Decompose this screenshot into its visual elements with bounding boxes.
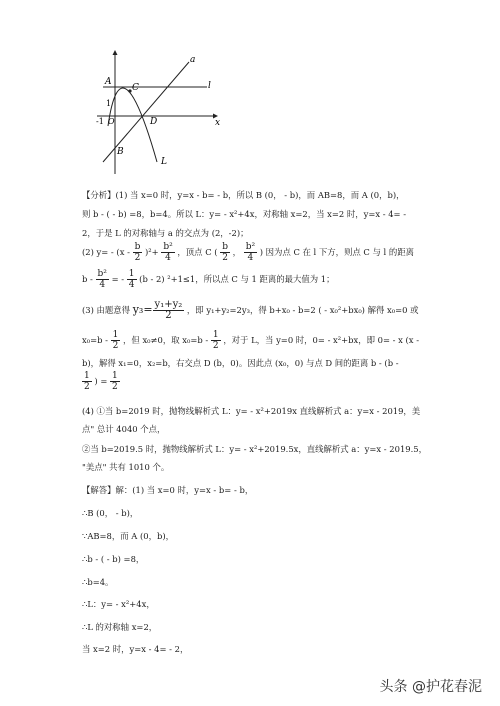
denominator: 2 (212, 341, 219, 351)
numerator: b (134, 242, 141, 252)
analysis-line-3: 2，于是 L 的对称轴与 a 的交点为 (2，-2)； (82, 228, 249, 238)
label-neg-one: -1 (96, 117, 104, 126)
text-segment: = - (111, 274, 125, 284)
watermark: 头条 @护花春泥 (379, 679, 482, 695)
text-segment: ，即 y₁+y₂=2y₃，得 b+x₀ - b=2 ( - x₀²+bx₀) 解得 x₀=0 或 (186, 305, 419, 315)
numerator: 1 (212, 330, 219, 340)
text-segment: ，顶点 C ( (177, 247, 218, 257)
label-C: C (132, 83, 139, 93)
analysis-line-2: 则 b - ( - b) =8，b=4。所以 L：y= - x²+4x，对称轴 x=2，当 x=2 时，y=x - 4= - (82, 209, 407, 219)
label-l: l (208, 81, 211, 91)
fraction (161, 242, 174, 263)
text-segment: (2) y= - (x - (82, 247, 130, 257)
solution-line-3: ∵AB=8，而 A (0，b)， (82, 531, 174, 541)
text-segment: x₀=b - (82, 335, 108, 345)
numerator: 1 (112, 330, 119, 340)
text-segment: ， (232, 247, 242, 257)
solution-line-4: ∴b - ( - b) =8， (82, 554, 145, 564)
line-a (103, 62, 189, 162)
analysis-line-13: "美点" 共有 1010 个。 (82, 462, 170, 472)
denominator: 4 (128, 280, 135, 290)
fraction (82, 371, 92, 392)
analysis-line-4 (82, 240, 414, 264)
numerator: 1 (112, 371, 118, 381)
label-O: O (108, 117, 115, 126)
denominator: 2 (165, 310, 172, 321)
solution-line-8: 当 x=2 时，y=x - 4= - 2， (82, 644, 189, 654)
solution-line-6: ∴L：y= - x²+4x， (82, 599, 155, 609)
text-segment: (3) 由题意得 (82, 305, 131, 315)
label-L: L (161, 157, 167, 167)
denominator: 4 (165, 253, 171, 263)
fraction (127, 269, 137, 290)
fraction (111, 330, 121, 351)
denominator: 4 (247, 253, 254, 263)
label-x: x (215, 118, 221, 128)
denominator: 2 (134, 253, 141, 263)
numerator: y₁+y₂ (154, 299, 183, 310)
fraction (133, 242, 143, 263)
fraction (153, 300, 185, 321)
numerator: 1 (84, 371, 90, 381)
analysis-line-10: (4) ①当 b=2019 时，抛物线解析式 L：y= - x²+2019x 直线解析式 a：y=x - 2019，美 (82, 406, 421, 416)
denominator: 2 (112, 382, 118, 392)
numerator: b (222, 242, 228, 252)
text-segment: y₃= (132, 303, 153, 316)
label-A: A (105, 77, 112, 87)
solution-line-7: ∴L 的对称轴 x=2， (82, 622, 158, 632)
text-segment: ) 因为点 C 在 l 下方，则点 C 与 l 的距离 (259, 247, 415, 257)
fraction (96, 269, 109, 290)
fraction (220, 242, 230, 263)
fraction (211, 330, 221, 351)
analysis-line-5 (82, 267, 335, 291)
parabola-figure (95, 50, 225, 180)
numerator: 1 (128, 269, 135, 279)
analysis-line-7 (82, 328, 419, 352)
text-segment: ) = (94, 376, 108, 386)
text-segment: (b - 2) ²+1≤1，所以点 C 与 1 距离的最大值为 1； (139, 274, 335, 284)
analysis-line-9 (82, 369, 120, 393)
numerator: b² (245, 242, 256, 252)
numerator: b² (163, 242, 173, 252)
label-D: D (150, 117, 158, 127)
label-B: B (117, 147, 124, 157)
y-axis-arrow (113, 50, 118, 55)
denominator: 2 (84, 382, 90, 392)
label-one: 1 (106, 99, 112, 108)
analysis-line-6 (82, 298, 418, 322)
text-segment: ，对于 L，当 y=0 时，0= - x²+bx，即 0= - x (x - (223, 335, 420, 345)
label-a: a (190, 55, 196, 65)
fraction (244, 242, 257, 263)
analysis-line-11: 点" 总计 4040 个点， (82, 424, 166, 434)
denominator: 4 (99, 280, 106, 290)
solution-line-5: ∴b=4。 (82, 577, 114, 587)
analysis-line-1: 【分析】(1) 当 x=0 时，y=x - b= - b，所以 B (0， - b)，而 AB=8，而 A (0，b)， (82, 190, 405, 200)
text-segment: )²+ (145, 247, 159, 257)
numerator: b² (97, 269, 107, 279)
denominator: 2 (112, 341, 119, 351)
solution-line-2: ∴B (0， - b)， (82, 508, 139, 518)
fraction (110, 371, 120, 392)
analysis-line-12: ②当 b=2019.5 时，抛物线解析式 L：y= - x²+2019.5x，直线解析式 a：y=x - 2019.5， (82, 444, 427, 454)
analysis-line-8: b)，解得 x₁=0，x₂=b，右交点 D (b，0)。因此点 (x₀，0) 与点 D 间的距离 b - (b - (82, 358, 399, 368)
solution-line-1: 【解答】解：(1) 当 x=0 时，y=x - b= - b， (82, 485, 254, 495)
denominator: 2 (222, 253, 228, 263)
text-segment: b - (82, 274, 93, 284)
text-segment: ，但 x₀≠0，取 x₀=b - (123, 335, 209, 345)
